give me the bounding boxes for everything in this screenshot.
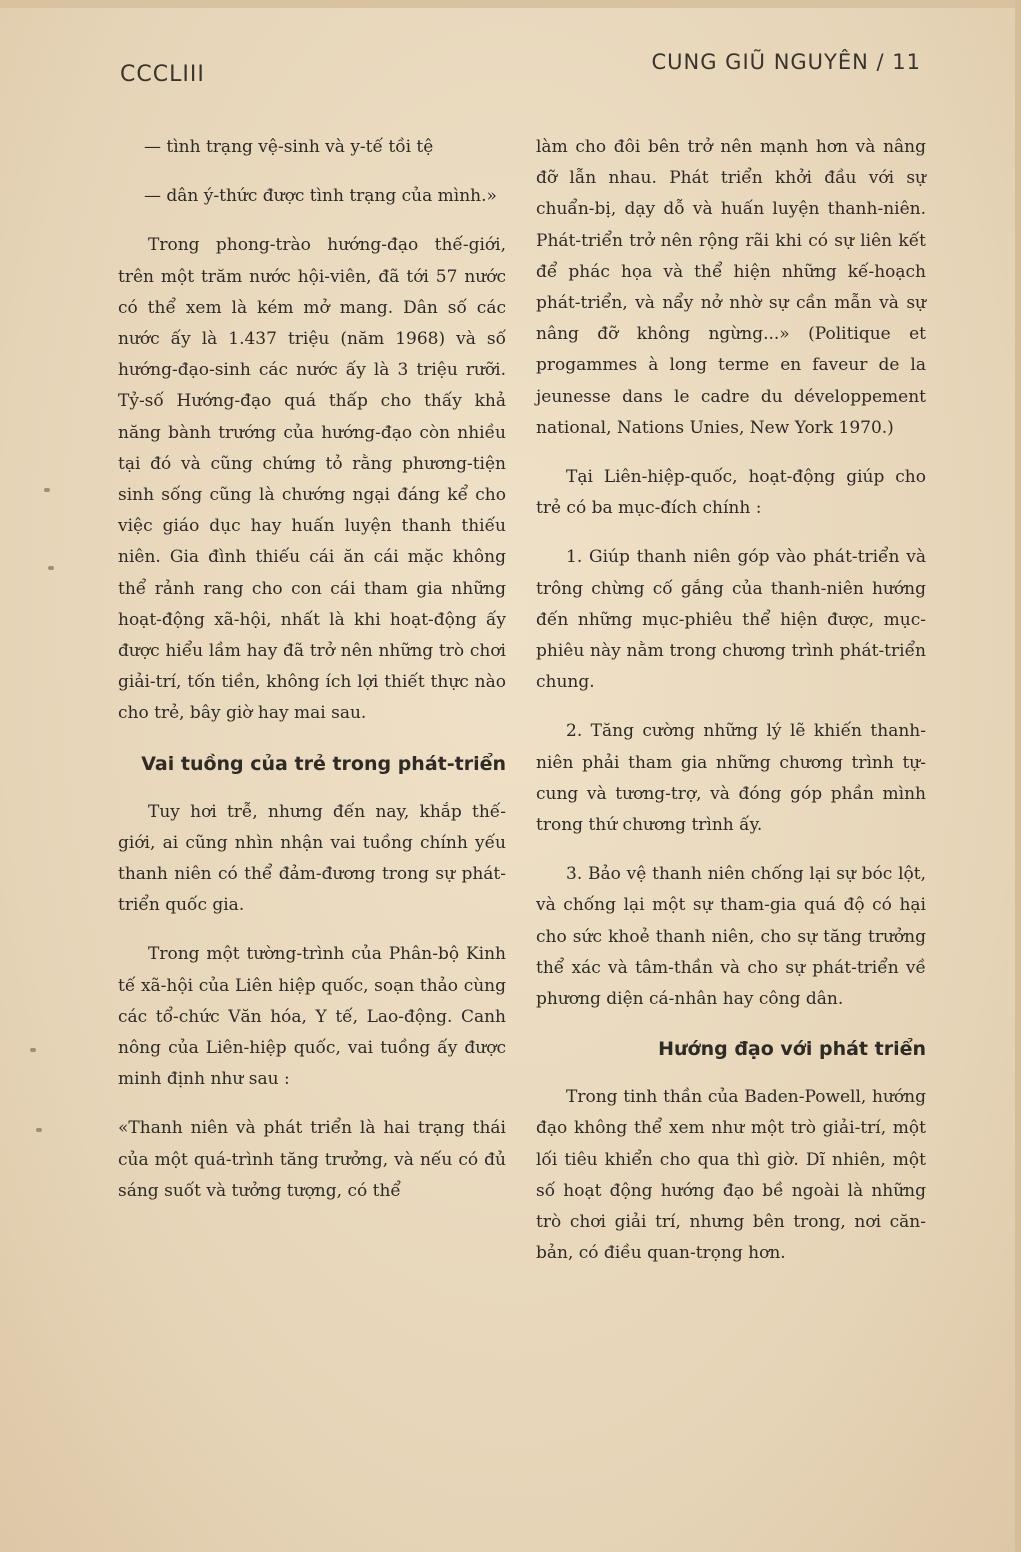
list-item: 1. Giúp thanh niên góp vào phát-triển và trông chừng cố gắng của thanh-niên hướng đến những mục-phiêu thể hiện được, mục-phiêu này nằm trong chương trình phát-triển chung.: [536, 547, 926, 693]
issue-number: CCCLIII: [120, 62, 205, 87]
list-item: 3. Bảo vệ thanh niên chống lại sự bóc lột, và chống lại một sự tham-gia quá độ có hại cho sức khoẻ thanh niên, cho sự tăng trưởng thể xác và tâm-thần và cho sự phát-triển về phương diện cá-nhân hay công dân.: [536, 864, 926, 1010]
paragraph: Tuy hơi trễ, nhưng đến nay, khắp thế-giới, ai cũng nhìn nhận vai tuồng chính yếu thanh niên có thể đảm-đương trong sự phát-triển quốc gia.: [118, 801, 506, 916]
paper-speck: [44, 488, 50, 492]
left-column: [118, 132, 506, 1225]
paper-speck: [48, 566, 54, 570]
paragraph: Tại Liên-hiệp-quốc, hoạt-động giúp cho trẻ có ba mục-đích chính :: [536, 467, 926, 519]
paper-speck: [30, 1048, 36, 1052]
paper-edge-top: [0, 0, 1021, 8]
section-heading: Hướng đạo với phát triển: [658, 1038, 926, 1061]
dash-item: — tình trạng vệ-sinh và y-tế tồi tệ: [144, 137, 434, 157]
quotation-continued: làm cho đôi bên trở nên mạnh hơn và nâng đỡ lẫn nhau. Phát triển khởi đầu với sự chuẩn-bị, dạy dỗ và huấn luyện thanh-niên. Phát-triển trở nên rộng rãi khi có sự liên kết để phác họa và thể hiện những kế-hoạch phát-triển, và nẩy nở nhờ sự cần mẫn và sự nâng đỡ không ngừng...» (Politique et progammes à long terme en faveur de la jeunesse dans le cadre du développement national, Nations Unies, New York 1970.): [536, 137, 926, 438]
dash-item: — dân ý-thức được tình trạng của mình.»: [144, 186, 497, 207]
section-heading: Vai tuồng của trẻ trong phát-triển: [141, 752, 506, 775]
paragraph: Trong phong-trào hướng-đạo thế-giới, trên một trăm nước hội-viên, đã tới 57 nước có thể xem là kém mở mang. Dân số các nước ấy là 1.437 triệu (năm 1968) và số hướng-đạo-sinh các nước ấy là 3 triệu rưỡi. Tỷ-số Hướng-đạo quá thấp cho thấy khả năng bành trướng của hướng-đạo còn nhiều tại đó và cũng chứng tỏ rằng phương-tiện sinh sống cũng là chướng ngại đáng kể cho việc giáo dục hay huấn luyện thanh thiếu niên. Gia đình thiếu cái ăn cái mặc không thể rảnh rang cho con cái tham gia những hoạt-động xã-hội, nhất là khi hoạt-động ấy được hiểu lầm hay đã trở nên những trò chơi giải-trí, tốn tiền, không ích lợi thiết thực nào cho trẻ, bây giờ hay mai sau.: [118, 235, 506, 724]
paper-speck: [36, 1128, 42, 1132]
running-head: CUNG GIŨ NGUYÊN / 11: [651, 50, 921, 74]
list-item: 2. Tăng cường những lý lẽ khiến thanh-niên phải tham gia những chương trình tự-cung và tương-trợ, và đóng góp phần mình trong thứ chương trình ấy.: [536, 721, 926, 836]
paragraph: Trong tinh thần của Baden-Powell, hướng đạo không thể xem như một trò giải-trí, một lối tiêu khiển cho qua thì giờ. Dĩ nhiên, một số hoạt động hướng đạo bề ngoài là những trò chơi giải trí, nhưng bên trong, nơi căn-bản, có điều quan-trọng hơn.: [536, 1087, 926, 1264]
quotation: «Thanh niên và phát triển là hai trạng thái của một quá-trình tăng trưởng, và nếu có đủ sáng suốt và tưởng tượng, có thể: [118, 1118, 506, 1201]
right-column: [536, 132, 926, 1288]
paper-edge-right: [1015, 0, 1021, 1552]
paragraph: Trong một tường-trình của Phân-bộ Kinh tế xã-hội của Liên hiệp quốc, soạn thảo cùng các tổ-chức Văn hóa, Y tế, Lao-động. Canh nông của Liên-hiệp quốc, vai tuồng ấy được minh định như sau :: [118, 944, 506, 1090]
